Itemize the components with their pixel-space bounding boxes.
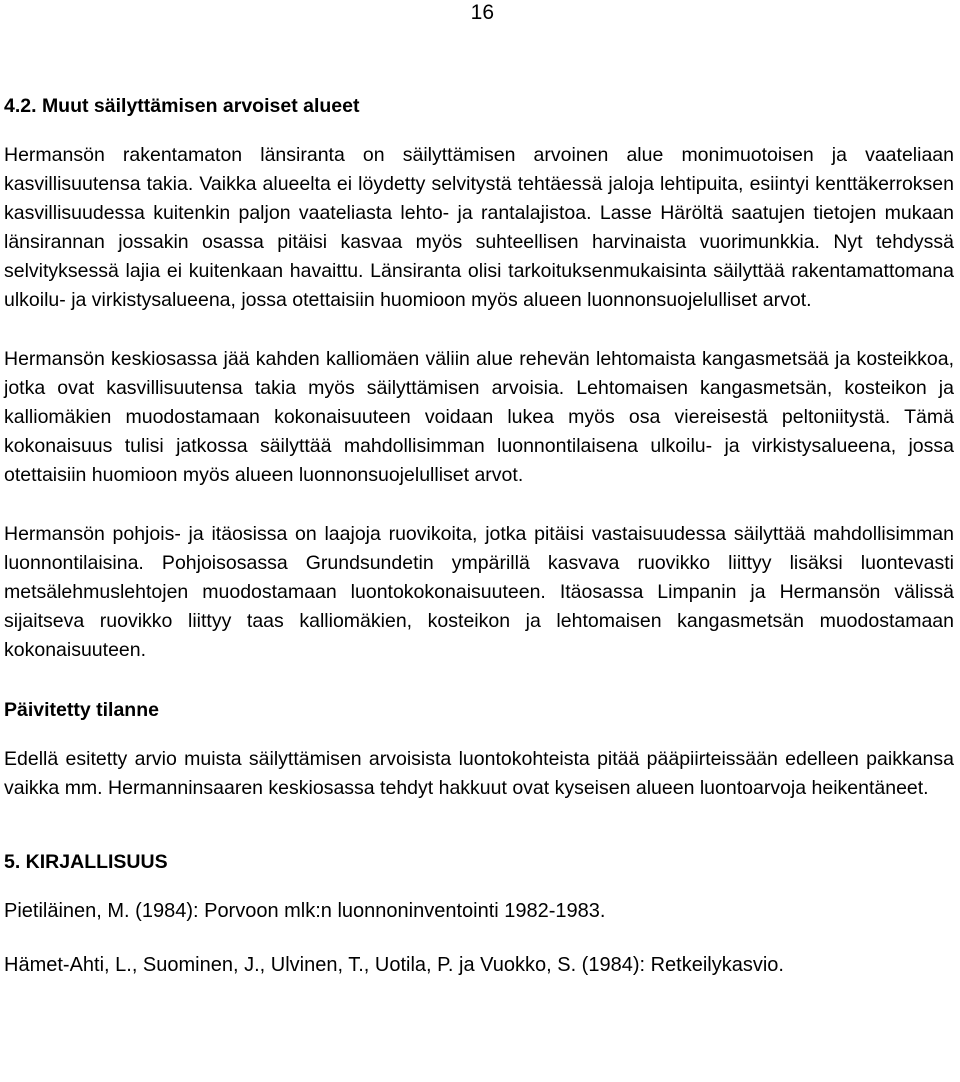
- reference-item: Pietiläinen, M. (1984): Porvoon mlk:n luonnoninventointi 1982-1983.: [4, 900, 606, 922]
- section-heading: 4.2. Muut säilyttämisen arvoiset alueet: [4, 95, 360, 117]
- reference-item: Hämet-Ahti, L., Suominen, J., Ulvinen, T., Uotila, P. ja Vuokko, S. (1984): Retkeilykasvio.: [4, 954, 784, 976]
- update-paragraph: Edellä esitetty arvio muista säilyttämisen arvoisista luontokohteista pitää pääpiirteissään edelleen paikkansa vaikka mm. Hermanninsaaren keskiosassa tehdyt hakkuut ovat kyseisen alueen luontoarvoja heikentäneet.: [4, 748, 954, 799]
- paragraph-reed-beds: Hermansön pohjois- ja itäosissa on laajoja ruovikoita, jotka pitäisi vastaisuudessa säilyttää mahdollisimman luonnontilaisina. Pohjoisosassa Grundsundetin ympärillä kasvava ruovikko liittyy lisäksi luontevasti metsälehmuslehtojen muodostamaan luontokokonaisuuteen. Itäosassa Limpanin ja Hermansön välissä sijaitseva ruovikko liittyy taas kalliomäkien, kosteikon ja lehtomaisen kangasmetsän muodostamaan kokonaisuuteen.: [4, 523, 954, 661]
- paragraph-west-shore: Hermansön rakentamaton länsiranta on säilyttämisen arvoinen alue monimuotoisen ja vaateliaan kasvillisuutensa takia. Vaikka alueelta ei löydetty selvitystä tehtäessä jaloja lehtipuita, esiintyi kenttäkerroksen kasvillisuudessa kuitenkin paljon vaateliasta lehto- ja rantalajistoa. Lasse Häröltä saatujen tietojen mukaan länsirannan jossakin osassa pitäisi kasvaa myös suhteellisen harvinaista vuorimunkkia. Nyt tehdyssä selvityksessä lajia ei kuitenkaan havaittu. Länsiranta olisi tarkoituksenmukaisinta säilyttää rakentamattomana ulkoilu- ja virkistysalueena, jossa otettaisiin huomioon myös alueen luonnonsuojelulliset arvot.: [4, 144, 954, 311]
- references-heading: 5. KIRJALLISUUS: [4, 851, 168, 873]
- paragraph-central-area: Hermansön keskiosassa jää kahden kalliomäen väliin alue rehevän lehtomaista kangasmetsää ja kosteikkoa, jotka ovat kasvillisuutensa takia myös säilyttämisen arvoisia. Lehtomaisen kangasmetsän, kosteikon ja kalliomäkien muodostamaan kokonaisuuteen voidaan lukea myös osa viereisestä peltoniitystä. Tämä kokonaisuus tulisi jatkossa säilyttää mahdollisimman luonnontilaisena ulkoilu- ja virkistysalueena, jossa otettaisiin huomioon myös alueen luonnonsuojelulliset arvot.: [4, 348, 954, 486]
- page-number: 16: [470, 1, 494, 24]
- update-heading: Päivitetty tilanne: [4, 699, 159, 721]
- document-body: [4, 92, 954, 980]
